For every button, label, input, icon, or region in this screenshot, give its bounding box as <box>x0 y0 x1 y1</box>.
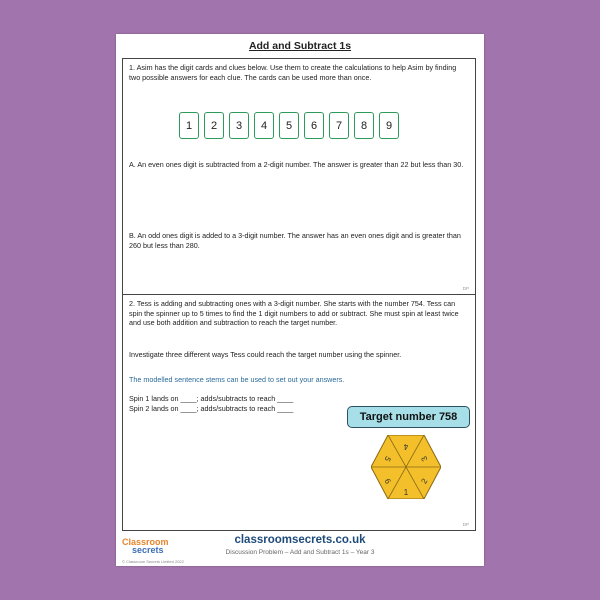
digit-card: 2 <box>204 112 224 139</box>
digit-card: 7 <box>329 112 349 139</box>
digit-card: 1 <box>179 112 199 139</box>
spinner-number: 5 <box>382 454 393 463</box>
digit-cards <box>179 112 399 139</box>
sentence-stem-1: Spin 1 lands on ____; adds/subtracts to reach ____ <box>129 394 294 403</box>
digit-card: 8 <box>354 112 374 139</box>
logo-text-top: Classroom <box>122 537 169 547</box>
question-1-intro: 1. Asim has the digit cards and clues below. Use them to create the calculations to help Asim by finding two possible answers for each clue. The cards can be used more than once. <box>129 63 457 82</box>
hexagon-spinner <box>371 435 441 499</box>
question-2-ref: DP <box>462 522 469 527</box>
digit-card: 9 <box>379 112 399 139</box>
digit-card: 5 <box>279 112 299 139</box>
spinner-number: 2 <box>419 477 430 486</box>
logo-text-bottom: secrets <box>132 545 164 555</box>
worksheet <box>116 34 484 566</box>
spinner-number: 6 <box>382 477 393 486</box>
footer-subtitle: Discussion Problem – Add and Subtract 1s – Year 3 <box>225 549 375 556</box>
question-2-intro: 2. Tess is adding and subtracting ones with a 3-digit number. She starts with the number 754. Tess can spin the spinner up to 5 times to find the 1 digit numbers to add or subtract. She must spin at least twice and use both addition and subtraction to reach the target number. <box>129 299 459 328</box>
digit-card: 4 <box>254 112 274 139</box>
question-1-part-b: B. An odd ones digit is added to a 3-digit number. The answer has an even ones digit and is greater than 260 but less than 280. <box>129 231 461 250</box>
copyright: © Classroom Secrets Limited 2022 <box>122 559 184 564</box>
spinner-number: 4 <box>403 442 409 451</box>
question-2-box <box>122 295 476 531</box>
spinner-number: 1 <box>403 488 409 497</box>
page-title: Add and Subtract 1s <box>248 40 352 52</box>
question-1-box <box>122 58 476 295</box>
question-1-ref: DP <box>462 286 469 291</box>
question-2-investigate: Investigate three different ways Tess could reach the target number using the spinner. <box>129 350 402 359</box>
question-1-part-a: A. An even ones digit is subtracted from a 2-digit number. The answer is greater than 22 but less than 30. <box>129 160 464 169</box>
footer-url[interactable]: classroomsecrets.co.uk <box>234 534 366 546</box>
digit-card: 3 <box>229 112 249 139</box>
target-number-badge: Target number 758 <box>347 406 470 428</box>
digit-card: 6 <box>304 112 324 139</box>
sentence-stem-2: Spin 2 lands on ____; adds/subtracts to reach ____ <box>129 404 294 413</box>
sentence-stem-note: The modelled sentence stems can be used to set out your answers. <box>129 375 345 384</box>
spinner-number: 3 <box>419 454 430 463</box>
